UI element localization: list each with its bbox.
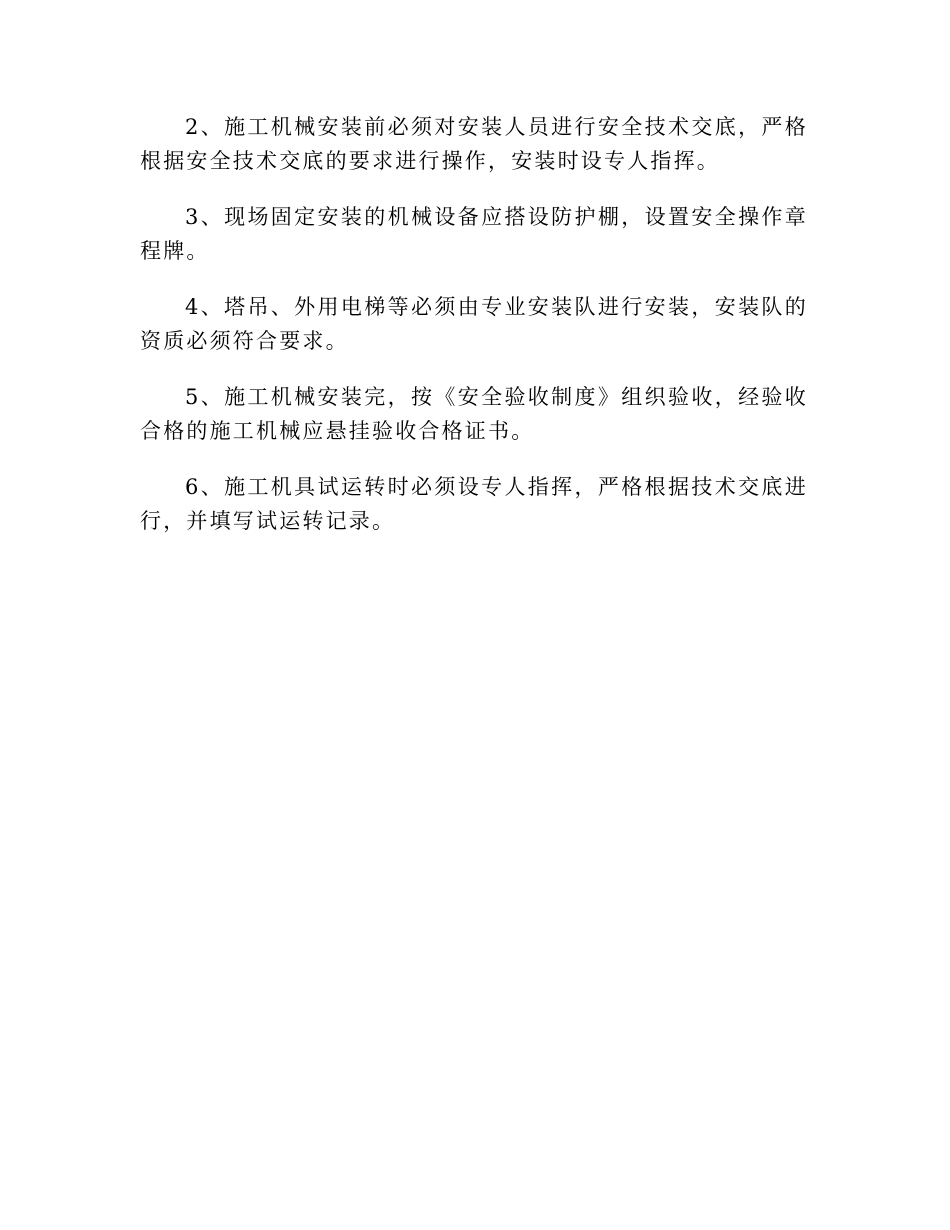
paragraph-item-6: 6、施工机具试运转时必须设专人指挥，严格根据技术交底进行，并填写试运转记录。 bbox=[140, 475, 808, 533]
paragraph-item-5: 5、施工机械安装完，按《安全验收制度》组织验收，经验收合格的施工机械应悬挂验收合格证书。 bbox=[140, 385, 808, 443]
paragraph-item-2: 2、施工机械安装前必须对安装人员进行安全技术交底，严格根据安全技术交底的要求进行操作，安装时设专人指挥。 bbox=[140, 115, 808, 173]
paragraph-item-4: 4、塔吊、外用电梯等必须由专业安装队进行安装，安装队的资质必须符合要求。 bbox=[140, 295, 808, 353]
paragraph-item-3: 3、现场固定安装的机械设备应搭设防护棚，设置安全操作章程牌。 bbox=[140, 205, 808, 263]
document-body bbox=[140, 110, 808, 560]
